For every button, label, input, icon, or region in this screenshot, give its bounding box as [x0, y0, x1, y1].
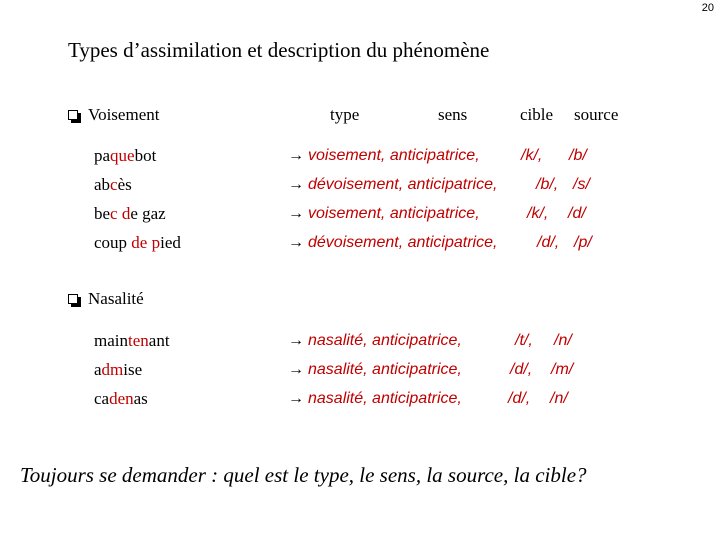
cible-value: /d/, [510, 361, 533, 378]
header-type: type [330, 105, 360, 124]
section-nasalite [68, 289, 144, 309]
cible-value: /d/, [537, 234, 560, 251]
assimilation-description: → dévoisement, anticipatrice, [288, 234, 498, 251]
source-value: /m/ [551, 361, 574, 378]
arrow-right-icon: → [288, 234, 304, 251]
assimilation-description: → dévoisement, anticipatrice, [288, 176, 498, 193]
section-label: Nasalité [88, 289, 144, 308]
section-voisement [68, 105, 159, 125]
example-word: admise [94, 360, 143, 379]
source-value: /b/ [569, 147, 587, 164]
assimilation-description: → nasalité, anticipatrice, [288, 361, 462, 378]
source-value: /s/ [573, 176, 590, 193]
arrow-right-icon: → [288, 176, 304, 193]
source-value: /d/ [568, 205, 586, 222]
checkbox-bullet-icon [68, 110, 78, 120]
header-source: source [574, 105, 619, 124]
source-value: /n/ [550, 390, 568, 407]
example-word: paquebot [94, 146, 157, 165]
assimilation-description: → voisement, anticipatrice, [288, 205, 480, 222]
header-sens: sens [438, 105, 468, 124]
arrow-right-icon: → [288, 147, 304, 164]
source-value: /p/ [574, 234, 592, 251]
example-word: cadenas [94, 389, 148, 408]
header-cible: cible [520, 105, 554, 124]
section-label: Voisement [88, 105, 160, 124]
example-word: bec de gaz [94, 204, 166, 223]
checkbox-bullet-icon [68, 294, 78, 304]
source-value: /n/ [554, 332, 572, 349]
arrow-right-icon: → [288, 332, 304, 349]
cible-value: /t/, [515, 332, 533, 349]
example-word: maintenant [94, 331, 170, 350]
conclusion-text: Toujours se demander : quel est le type, le sens, la source, la cible? [20, 463, 587, 487]
slide-title: Types d’assimilation et description du phénomène [68, 38, 490, 62]
cible-value: /b/, [536, 176, 559, 193]
cible-value: /d/, [508, 390, 531, 407]
assimilation-description: → voisement, anticipatrice, [288, 147, 480, 164]
example-word: abcès [94, 175, 132, 194]
page-number: 20 [701, 2, 714, 14]
assimilation-description: → nasalité, anticipatrice, [288, 332, 462, 349]
arrow-right-icon: → [288, 361, 304, 378]
cible-value: /k/, [527, 205, 549, 222]
assimilation-description: → nasalité, anticipatrice, [288, 390, 462, 407]
cible-value: /k/, [521, 147, 543, 164]
arrow-right-icon: → [288, 390, 304, 407]
arrow-right-icon: → [288, 205, 304, 222]
example-word: coup de pied [94, 233, 181, 252]
